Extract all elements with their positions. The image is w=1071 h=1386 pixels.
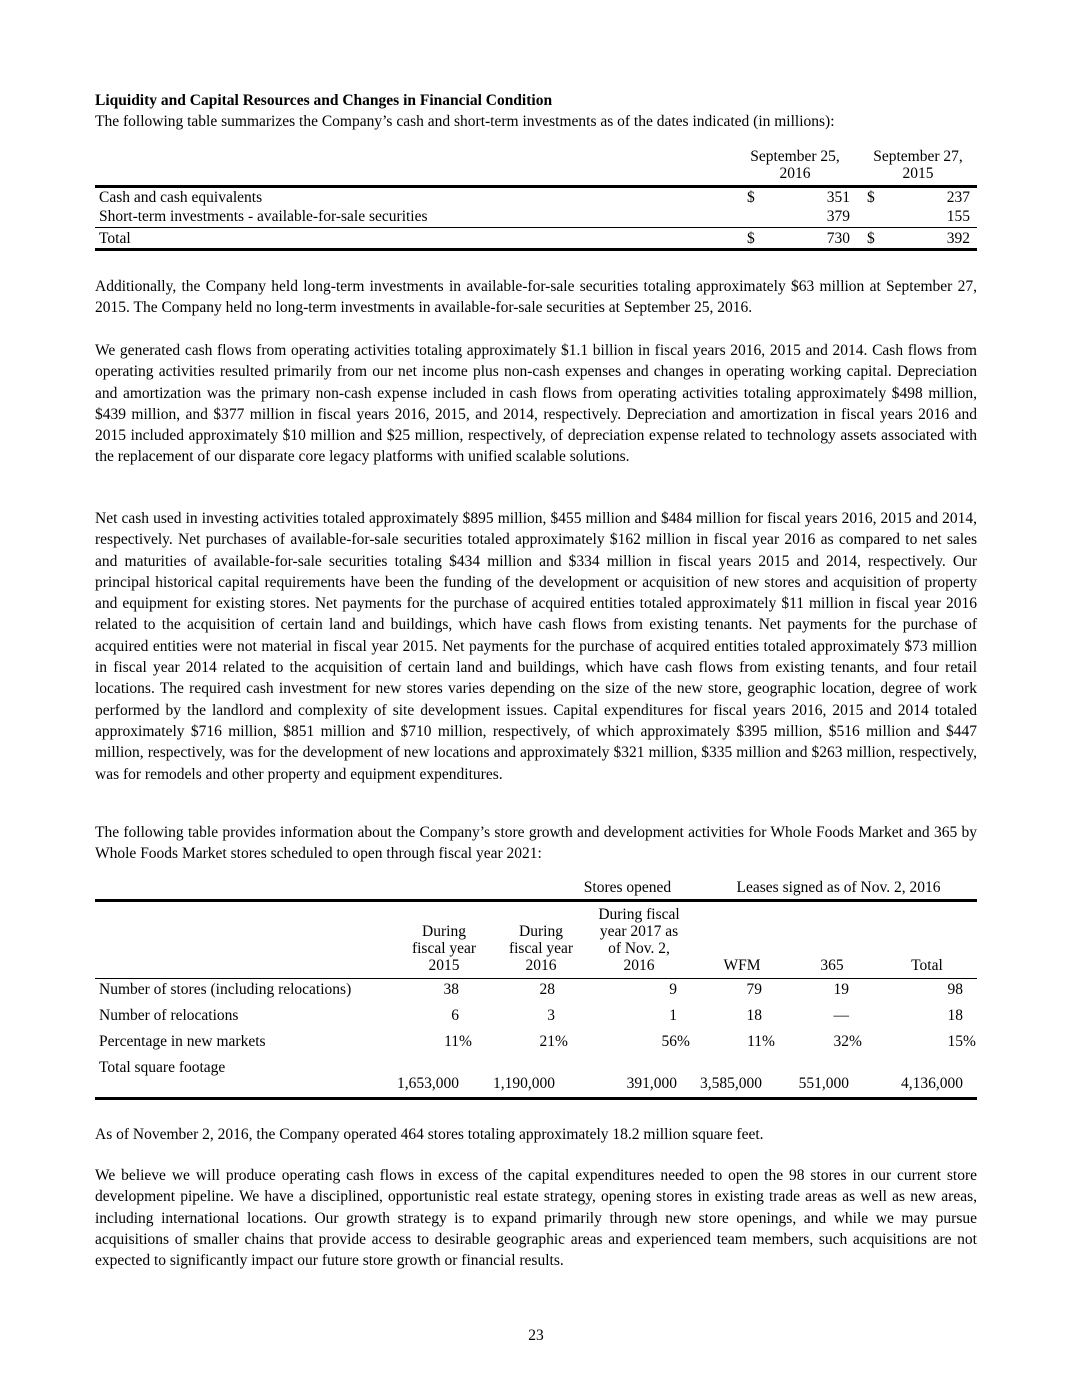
header-line bbox=[887, 923, 967, 940]
column-header bbox=[887, 906, 967, 974]
table-row bbox=[95, 188, 977, 207]
paragraph-long-term-investments: Additionally, the Company held long-term investments in available-for-sale securities totaling approximately $63 million at September 27, 2015. The Company held no long-term investments in available-for-sale securities at September 25, 2016. bbox=[95, 278, 977, 317]
cell-value: 28 bbox=[539, 981, 555, 998]
cell-value: 379 bbox=[826, 208, 850, 225]
cell-value: 1,190,000 bbox=[493, 1075, 555, 1092]
table-row bbox=[95, 1031, 977, 1055]
header-line bbox=[697, 940, 787, 957]
header-line: fiscal year bbox=[508, 940, 574, 957]
cell-value: 237 bbox=[946, 189, 970, 206]
cell-value: 730 bbox=[826, 230, 850, 247]
cell-value: 18 bbox=[746, 1007, 762, 1024]
row-label: Short-term investments - available-for-sale securities bbox=[99, 208, 428, 225]
row-label: Total bbox=[99, 230, 131, 247]
row-label: Number of stores (including relocations) bbox=[99, 981, 352, 998]
header-line: 2016 bbox=[623, 957, 655, 974]
cell-value: 392 bbox=[946, 230, 970, 247]
percent-value: 32 bbox=[833, 1033, 849, 1050]
header-line bbox=[792, 906, 872, 923]
group-header-leases-signed: Leases signed as of Nov. 2, 2016 bbox=[736, 879, 941, 896]
cell-value: 391,000 bbox=[626, 1075, 677, 1092]
header-line: fiscal year bbox=[411, 940, 477, 957]
cell-value bbox=[834, 1031, 864, 1053]
header-line bbox=[697, 923, 787, 940]
percent-sign: % bbox=[849, 1033, 862, 1050]
column-header bbox=[792, 906, 872, 974]
section-heading: Liquidity and Capital Resources and Changes in Financial Condition bbox=[95, 92, 553, 109]
percent-value: 11 bbox=[444, 1033, 459, 1050]
cell-value: 155 bbox=[946, 208, 970, 225]
table-row bbox=[95, 1005, 977, 1029]
currency-sign: $ bbox=[747, 230, 755, 247]
column-header bbox=[491, 906, 591, 974]
header-line: year 2017 as bbox=[599, 923, 679, 940]
header-line: 2016 bbox=[779, 165, 811, 182]
cell-value bbox=[662, 1031, 692, 1053]
table-rule bbox=[95, 227, 977, 228]
percent-value: 56 bbox=[661, 1033, 677, 1050]
percent-sign: % bbox=[762, 1033, 775, 1050]
table-row bbox=[95, 207, 977, 226]
header-line: During fiscal bbox=[598, 906, 680, 923]
header-line: 2015 bbox=[428, 957, 460, 974]
cell-value: 351 bbox=[826, 189, 850, 206]
cell-value: — bbox=[833, 1007, 849, 1024]
cell-value: 551,000 bbox=[798, 1075, 849, 1092]
currency-sign: $ bbox=[867, 189, 875, 206]
header-line: 365 bbox=[820, 957, 844, 974]
header-line bbox=[394, 906, 494, 923]
cell-value bbox=[948, 1031, 978, 1053]
header-line: 2016 bbox=[525, 957, 557, 974]
percent-value: 15 bbox=[947, 1033, 963, 1050]
cell-value: 19 bbox=[833, 981, 849, 998]
intro-text: The following table summarizes the Company’s cash and short-term investments as of the dates indicated (in millions): bbox=[95, 113, 835, 130]
paragraph-stores-operated: As of November 2, 2016, the Company operated 464 stores totaling approximately 18.2 million square feet. bbox=[95, 1126, 764, 1143]
table-row bbox=[95, 979, 977, 1003]
cell-value: 79 bbox=[746, 981, 762, 998]
cell-value: 6 bbox=[451, 1007, 459, 1024]
header-line bbox=[887, 940, 967, 957]
cell-value bbox=[540, 1031, 570, 1053]
row-label: Cash and cash equivalents bbox=[99, 189, 263, 206]
cell-value: 38 bbox=[443, 981, 459, 998]
percent-sign: % bbox=[555, 1033, 568, 1050]
paragraph-store-growth-intro: The following table provides information about the Company’s store growth and development activities for Whole Foods Market and 365 by Whole Foods Market stores scheduled to open through fiscal year 2021: bbox=[95, 824, 977, 863]
percent-sign: % bbox=[963, 1033, 976, 1050]
paragraph-operating-cash-flows: We generated cash flows from operating activities totaling approximately $1.1 billion in fiscal years 2016, 2015 and 2014. Cash flows from operating activities resulted primarily from our net income plus non-cash expenses and changes in operating working capital. Depreciation and amortization was the primary non-cash expense included in cash flows from operating activities totaling approximately $498 million, $439 million, and $377 million in fiscal years 2016, 2015, and 2014, respectively. Depreciation and amortization in fiscal years 2016 and 2015 included approximately $10 million and $25 million, respectively, of depreciation expense related to technology assets associated with the replacement of our disparate core legacy platforms with unified scalable solutions. bbox=[95, 342, 977, 466]
column-header-sep-2016 bbox=[745, 148, 845, 182]
row-label: Total square footage bbox=[99, 1059, 226, 1076]
header-line: September 25, bbox=[750, 148, 840, 165]
percent-value: 21 bbox=[539, 1033, 555, 1050]
header-line: During bbox=[519, 923, 563, 940]
header-line: 2015 bbox=[902, 165, 934, 182]
paragraph-growth-strategy: We believe we will produce operating cash flows in excess of the capital expenditures needed to open the 98 stores in our current store development pipeline. We have a disciplined, opportunistic real estate strategy, opening stores in existing trade areas as well as new areas, including international locations. Our growth strategy is to expand primarily through new store openings, and while we may pursue acquisitions of smaller chains that provide access to desirable geographic areas and experienced team members, such acquisitions are not expected to significantly impact our future store growth or financial results. bbox=[95, 1167, 977, 1270]
header-line bbox=[697, 906, 787, 923]
percent-sign: % bbox=[459, 1033, 472, 1050]
header-line bbox=[887, 906, 967, 923]
column-header bbox=[697, 906, 787, 974]
table-row bbox=[95, 229, 977, 248]
cell-value bbox=[444, 1031, 473, 1053]
table-rule bbox=[95, 1097, 977, 1100]
cell-value bbox=[747, 1031, 776, 1053]
column-header-sep-2015 bbox=[868, 148, 968, 182]
header-line bbox=[792, 940, 872, 957]
header-line: WFM bbox=[723, 957, 761, 974]
cell-value: 1 bbox=[669, 1007, 677, 1024]
cell-value: 9 bbox=[669, 981, 677, 998]
cell-value: 98 bbox=[947, 981, 963, 998]
table-rule bbox=[95, 248, 977, 251]
header-line bbox=[792, 923, 872, 940]
cell-value: 3 bbox=[547, 1007, 555, 1024]
table-row bbox=[95, 1057, 977, 1097]
table-rule bbox=[95, 899, 977, 902]
column-header bbox=[584, 906, 694, 974]
cell-value: 18 bbox=[947, 1007, 963, 1024]
paragraph-investing-activities: Net cash used in investing activities totaled approximately $895 million, $455 million and $484 million for fiscal years 2016, 2015 and 2014, respectively. Net purchases of available-for-sale securities totaled approximately $162 million in fiscal year 2016 as compared to net sales and maturities of available-for-sale securities totaling $434 million and $334 million in fiscal years 2015 and 2014, respectively. Our principal historical capital requirements have been the funding of the development or acquisition of new stores and acquisition of property and equipment for existing stores. Net payments for the purchase of acquired entities totaled approximately $11 million in fiscal year 2016 related to the acquisition of certain land and buildings, which have cash flows from existing tenants. Net payments for the purchase of acquired entities were not material in fiscal year 2015. Net payments for the purchase of acquired entities totaled approximately $73 million in fiscal year 2014 related to the acquisition of certain land and buildings, which have cash flows from existing tenants, and four retail locations. The required cash investment for new stores varies depending on the size of the new store, geographic location, degree of work performed by the landlord and complexity of site development issues. Capital expenditures for fiscal years 2016, 2015 and 2014 totaled approximately $716 million, $851 million and $710 million, respectively, of which approximately $395 million, $516 million and $447 million, respectively, was for the development of new locations and approximately $321 million, $335 million and $263 million, respectively, was for remodels and other property and equipment expenditures. bbox=[95, 510, 977, 783]
row-label: Number of relocations bbox=[99, 1007, 239, 1024]
header-line: September 27, bbox=[873, 148, 963, 165]
page-number: 23 bbox=[528, 1327, 544, 1344]
percent-value: 11 bbox=[747, 1033, 762, 1050]
cell-value: 3,585,000 bbox=[700, 1075, 762, 1092]
header-line bbox=[491, 906, 591, 923]
cell-value: 4,136,000 bbox=[901, 1075, 963, 1092]
header-line: Total bbox=[911, 957, 943, 974]
currency-sign: $ bbox=[747, 189, 755, 206]
cell-value: 1,653,000 bbox=[397, 1075, 459, 1092]
column-header bbox=[394, 906, 494, 974]
row-label: Percentage in new markets bbox=[99, 1033, 266, 1050]
group-header-stores-opened: Stores opened bbox=[583, 879, 672, 896]
header-line: During bbox=[422, 923, 466, 940]
header-line: of Nov. 2, bbox=[608, 940, 670, 957]
percent-sign: % bbox=[677, 1033, 690, 1050]
currency-sign: $ bbox=[867, 230, 875, 247]
